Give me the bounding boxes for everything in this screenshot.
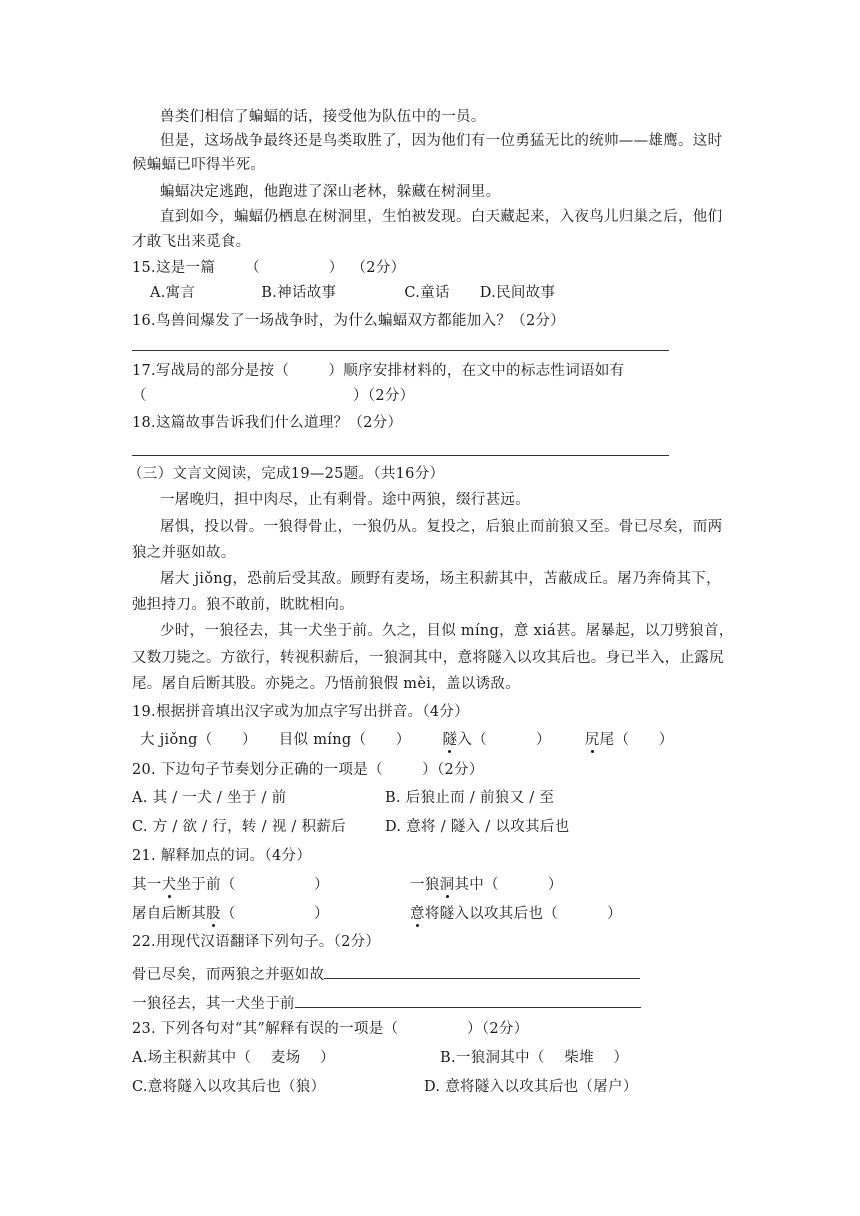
classical-paragraph-3-line-2: 弛担持刀。狼不敢前，眈眈相向。: [132, 597, 354, 613]
q21-item-1-prefix: 其一: [132, 877, 162, 893]
q15-option-d[interactable]: D.民间故事: [479, 285, 556, 301]
q15-stem: 15.这是一篇: [132, 260, 216, 276]
q19-item-2[interactable]: 目似 míng（ ）: [278, 732, 411, 748]
classical-paragraph-2-line-1: 屠惧，投以骨。一狼得骨止，一狼仍从。复投之，后狼止而前狼又至。骨已尽矣，而两: [160, 519, 723, 535]
classical-paragraph-3-line-1: 屠大 jiǒng，恐前后受其敌。顾野有麦场，场主积薪其中，苫蔽成丘。屠乃奔倚其下，: [160, 571, 721, 587]
q22-answer-line-1[interactable]: [324, 962, 640, 979]
passage1-paragraph-4-line-1: 直到如今，蝙蝠仍栖息在树洞里，生怕被发现。白天藏起来，入夜鸟儿归巢之后，他们: [160, 209, 723, 225]
q21-item-4-dotted: 意: [410, 906, 425, 922]
q15-option-a[interactable]: A.寓言: [150, 285, 196, 301]
q21-item-3-dotted: 股: [206, 906, 221, 922]
q20-option-b[interactable]: B. 后狼止而 / 前狼又 / 至: [385, 790, 555, 806]
q21-item-1-rest: 坐于前（ ）: [176, 877, 329, 893]
q22-sentence-2-text: 一狼径去，其一犬坐于前: [132, 996, 295, 1012]
q18-answer-line[interactable]: [132, 455, 669, 456]
passage1-paragraph-2-line-2: 候蝙蝠已吓得半死。: [132, 157, 266, 173]
q21-item-2-dotted: 洞: [439, 877, 455, 893]
q22-answer-line-2[interactable]: [295, 991, 641, 1008]
classical-paragraph-1: 一屠晚归，担中肉尽，止有剩骨。途中两狼，缀行甚远。: [160, 492, 530, 508]
classical-paragraph-4-line-2: 又数刀毙之。方欲行，转视积薪后，一狼洞其中，意将隧入以攻其后也。身已半入，止露尻: [132, 650, 724, 666]
q19-dotted-char-4: 尻: [584, 732, 600, 748]
q23-option-a[interactable]: A.场主积薪其中（ 麦场 ）: [132, 1050, 335, 1066]
passage1-paragraph-2-line-1: 但是，这场战争最终还是鸟类取胜了，因为他们有一位勇猛无比的统帅——雄鹰。这时: [160, 133, 723, 149]
passage1-paragraph-1: 兽类们相信了蝙蝠的话，接受他为队伍中的一员。: [160, 109, 486, 125]
classical-paragraph-4-line-3: 尾。屠自后断其股。亦毙之。乃悟前狼假 mèi，盖以诱敌。: [132, 676, 520, 692]
q21-item-2-prefix: 一狼: [410, 877, 440, 893]
q19-item-3[interactable]: 入（ ）: [457, 732, 551, 748]
q15-answer-blank[interactable]: （ ）: [245, 260, 344, 276]
question-19: 19.根据拼音填出汉字或为加点字写出拼音。（4分）: [132, 704, 470, 720]
passage1-paragraph-3: 蝙蝠决定逃跑，他跑进了深山老林，躲藏在树洞里。: [160, 184, 501, 200]
question-21: 21. 解释加点的词。（4分）: [132, 848, 312, 864]
question-15: [132, 258, 405, 278]
q20-option-c[interactable]: C. 方 / 欲 / 行，转 / 视 / 积薪后: [132, 819, 346, 835]
q20-option-d[interactable]: D. 意将 / 隧入 / 以攻其后也: [385, 819, 570, 835]
q20-option-a[interactable]: A. 其 / 一犬 / 坐于 / 前: [132, 790, 287, 806]
section-3-heading: （三）文言文阅读，完成19—25题。（共16分）: [128, 466, 445, 482]
q21-item-4-rest: 将隧入以攻其后也（ ）: [424, 906, 622, 922]
passage1-paragraph-4-line-2: 才敢飞出来觅食。: [132, 234, 251, 250]
q16-answer-line[interactable]: [132, 350, 669, 351]
q19-dotted-char-3: 隧: [442, 732, 458, 748]
q21-item-1[interactable]: [132, 875, 329, 895]
q15-option-b[interactable]: B.神话故事: [261, 285, 337, 301]
q15-score: （2分）: [351, 260, 406, 276]
question-18: 18.这篇故事告诉我们什么道理？（2分）: [132, 415, 403, 431]
q15-options: [150, 283, 555, 303]
question-20: 20. 下边句子节奏划分正确的一项是（ ）（2分）: [132, 762, 484, 778]
question-17-line-2: （ ）（2分）: [132, 388, 415, 404]
q19-item-4[interactable]: 尾（ ）: [599, 732, 674, 748]
classical-paragraph-4-line-1: 少时，一狼径去，其一犬坐于前。久之，目似 míng，意 xiá甚。屠暴起，以刀劈狼首，: [160, 623, 734, 639]
question-17-line-1: 17.写战局的部分是按（ ）顺序安排材料的，在文中的标志性词语如有: [132, 363, 625, 379]
q23-option-c[interactable]: C.意将隧入以攻其后也（狼）: [132, 1079, 326, 1095]
q21-item-1-dotted: 犬: [161, 877, 177, 893]
q22-sentence-1-text: 骨已尽矣，而两狼之并驱如故: [132, 967, 325, 983]
q21-item-3-rest: （ ）: [220, 906, 329, 922]
q15-option-c[interactable]: C.童话: [404, 285, 450, 301]
q21-item-2[interactable]: [410, 875, 563, 895]
q21-item-3-prefix: 屠自后断其: [132, 906, 206, 922]
classical-paragraph-2-line-2: 狼之并驱如故。: [132, 545, 236, 561]
question-22: 22.用现代汉语翻译下列句子。（2分）: [132, 934, 381, 950]
q23-option-b[interactable]: B.一狼洞其中（ 柴堆 ）: [440, 1050, 629, 1066]
q22-sentence-2: [132, 991, 641, 1014]
q19-item-1[interactable]: 大 jiǒng（ ）: [140, 732, 257, 748]
q21-item-2-rest: 其中（ ）: [454, 877, 563, 893]
q21-item-4[interactable]: [410, 904, 622, 924]
q19-items: [140, 730, 674, 750]
q23-option-d[interactable]: D. 意将隧入以攻其后也（屠户）: [424, 1079, 638, 1095]
q21-item-3[interactable]: [132, 904, 329, 924]
question-16: 16.鸟兽间爆发了一场战争时，为什么蝙蝠双方都能加入？（2分）: [132, 313, 566, 329]
q22-sentence-1: [132, 962, 640, 985]
question-23: 23. 下列各句对“其”解释有误的一项是（ ）（2分）: [132, 1021, 529, 1037]
